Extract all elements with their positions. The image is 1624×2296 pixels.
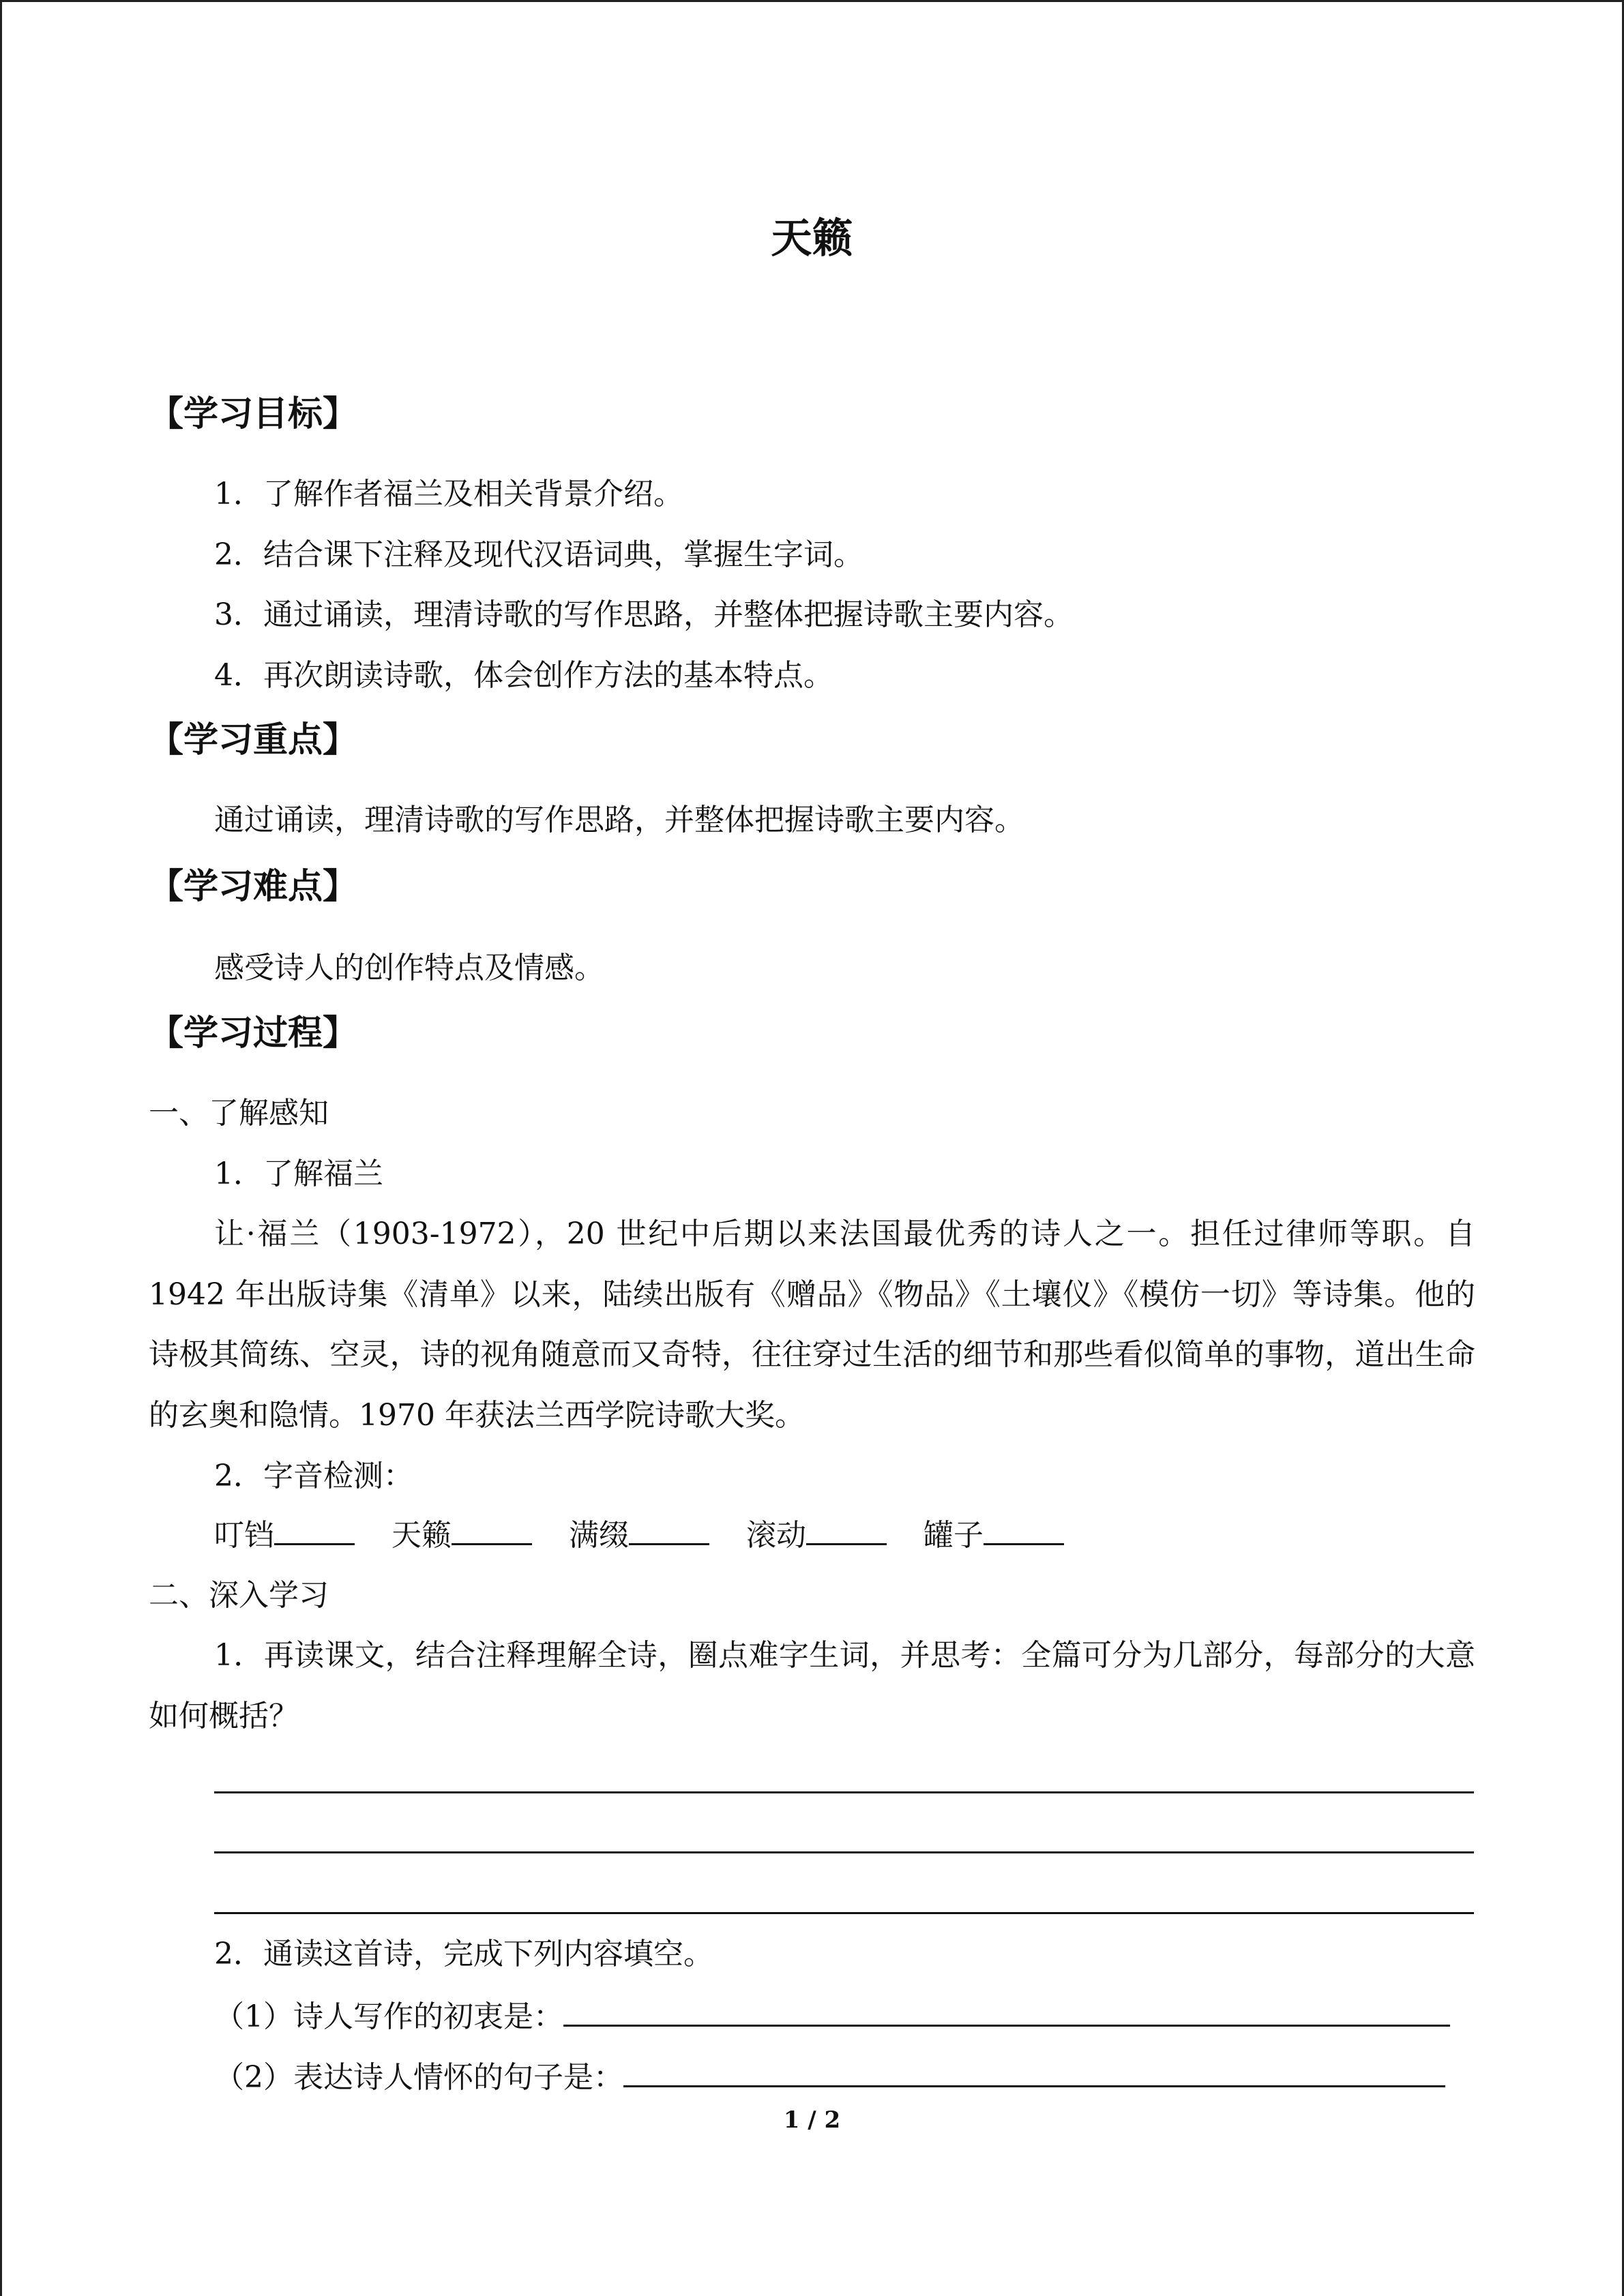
question-2-sub-1-label: （1）诗人写作的初衷是：: [214, 1999, 563, 2034]
key-points-heading: 【学习重点】: [149, 719, 358, 760]
author-intro-paragraph: 让·福兰（1903-1972），20 世纪中后期以来法国最优秀的诗人之一。担任过律师等职。自 1942 年出版诗集《清单》以来，陆续出版有《赠品》《物品》《土壤仪》《模仿一切》等诗集。他的诗极其简练、空灵，诗的视角随意而又奇特，往往穿过生活的细节和那些看似简单的事物，道出生命的玄奥和隐情。1970 年获法兰西学院诗歌大奖。: [149, 1217, 1475, 1433]
answer-line-3[interactable]: [214, 1912, 1474, 1914]
word-3: 满缀: [569, 1518, 629, 1553]
answer-line-2[interactable]: [214, 1851, 1474, 1853]
question-1: 1．再读课文，结合注释理解全诗，圈点难字生词，并思考：全篇可分为几部分，每部分的大意如何概括？: [149, 1638, 1475, 1733]
question-2: 2．通读这首诗，完成下列内容填空。: [214, 1937, 713, 1971]
objectives-heading: 【学习目标】: [149, 393, 358, 434]
page-number: 1 / 2: [783, 2106, 841, 2134]
difficulties-text: 感受诗人的创作特点及情感。: [214, 951, 604, 985]
word-2-blank[interactable]: [452, 1516, 532, 1545]
word-5-blank[interactable]: [984, 1516, 1064, 1545]
question-2-sub-2: [214, 2055, 1445, 2098]
objective-item-4: 4．再次朗读诗歌，体会创作方法的基本特点。: [214, 658, 833, 693]
objective-item-1: 1．了解作者福兰及相关背景介绍。: [214, 477, 683, 511]
question-2-sub-1-blank[interactable]: [563, 1995, 1450, 2027]
word-1: 叮铛: [214, 1518, 274, 1553]
word-3-blank[interactable]: [629, 1516, 709, 1545]
pronunciation-words: [214, 1515, 1091, 1556]
word-5: 罐子: [924, 1518, 984, 1553]
difficulties-heading: 【学习难点】: [149, 866, 358, 907]
word-4-blank[interactable]: [806, 1516, 887, 1545]
section-2-title: 二、深入学习: [149, 1578, 329, 1613]
question-2-sub-2-blank[interactable]: [623, 2055, 1445, 2087]
objective-item-2: 2．结合课下注释及现代汉语词典，掌握生字词。: [214, 537, 863, 572]
question-2-sub-1: [214, 1995, 1450, 2038]
key-points-text: 通过诵读，理清诗歌的写作思路，并整体把握诗歌主要内容。: [214, 803, 1024, 837]
section-1-title: 一、了解感知: [149, 1096, 329, 1131]
question-2-sub-2-label: （2）表达诗人情怀的句子是：: [214, 2060, 623, 2095]
process-heading: 【学习过程】: [149, 1013, 358, 1054]
answer-line-1[interactable]: [214, 1791, 1474, 1793]
word-2: 天籁: [392, 1518, 452, 1553]
word-4: 滚动: [746, 1518, 806, 1553]
objective-item-3: 3．通过诵读，理清诗歌的写作思路，并整体把握诗歌主要内容。: [214, 597, 1074, 632]
item-1-title: 1．了解福兰: [214, 1157, 383, 1191]
page-title: 天籁: [771, 215, 853, 263]
item-2-title: 2．字音检测：: [214, 1459, 413, 1493]
word-1-blank[interactable]: [274, 1516, 355, 1545]
